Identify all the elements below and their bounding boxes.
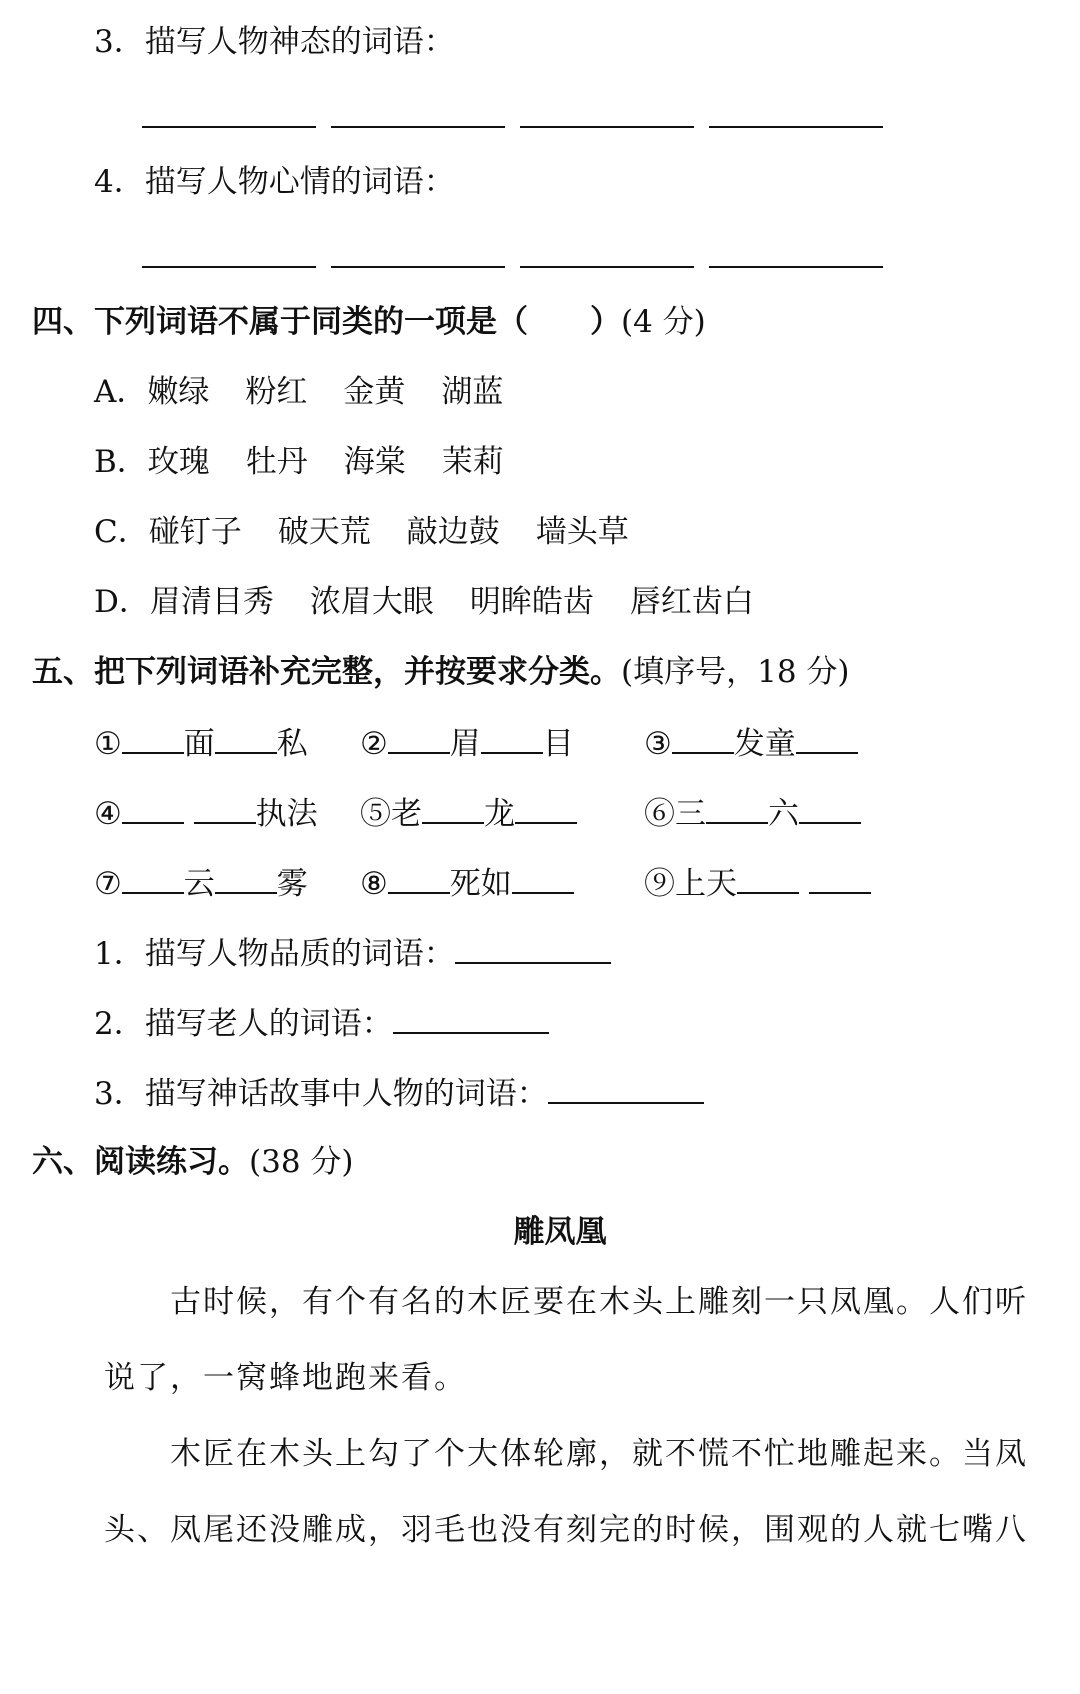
answer-blank[interactable] xyxy=(331,126,505,128)
fill-blank[interactable] xyxy=(672,722,734,754)
option-a[interactable] xyxy=(94,372,503,412)
section-5-title: 五、把下列词语补充完整，并按要求分类。 xyxy=(32,654,621,690)
answer-blank[interactable] xyxy=(520,126,694,128)
answer-blank[interactable] xyxy=(393,1002,549,1034)
fill-blank[interactable] xyxy=(122,792,184,824)
answer-blank[interactable] xyxy=(709,266,883,268)
option-b[interactable] xyxy=(94,442,504,482)
option-word: 嫩绿 xyxy=(147,374,210,410)
option-word: 牡丹 xyxy=(245,444,308,480)
option-word: 金黄 xyxy=(343,374,406,410)
fill-blank[interactable] xyxy=(122,722,184,754)
option-word: 明眸皓齿 xyxy=(469,584,594,620)
option-word: 海棠 xyxy=(343,444,406,480)
idiom-item-4: ④ 执法 xyxy=(94,792,318,834)
option-word: 湖蓝 xyxy=(441,374,504,410)
option-word: 碰钉子 xyxy=(148,514,242,550)
fill-blank[interactable] xyxy=(388,862,450,894)
idiom-item-1: ① 面 私 xyxy=(94,722,308,764)
fill-blank[interactable] xyxy=(422,792,484,824)
fill-blank[interactable] xyxy=(388,722,450,754)
idiom-item-7: ⑦ 云 雾 xyxy=(94,862,308,904)
fill-blank[interactable] xyxy=(215,862,277,894)
classify-question-3: 3．描写神话故事中人物的词语： xyxy=(94,1072,704,1114)
idiom-item-5: ⑤老 龙 xyxy=(360,792,577,834)
option-word: 墙头草 xyxy=(535,514,629,550)
option-word: 茉莉 xyxy=(441,444,504,480)
fill-blank[interactable] xyxy=(512,862,574,894)
answer-blank[interactable] xyxy=(709,126,883,128)
fill-blank[interactable] xyxy=(799,792,861,824)
section-6-heading xyxy=(32,1142,354,1182)
option-word: 破天荒 xyxy=(277,514,371,550)
option-word: 眉清目秀 xyxy=(149,584,274,620)
fill-blank[interactable] xyxy=(809,862,871,894)
answer-blank[interactable] xyxy=(331,266,505,268)
fill-blank[interactable] xyxy=(706,792,768,824)
classify-question-1: 1．描写人物品质的词语： xyxy=(94,932,611,974)
fill-blank[interactable] xyxy=(737,862,799,894)
section-4-title: 四、下列词语不属于同类的一项是（ ） xyxy=(32,304,621,340)
section-6-title: 六、阅读练习。 xyxy=(32,1144,249,1180)
fill-blank[interactable] xyxy=(481,722,543,754)
answer-blank[interactable] xyxy=(548,1072,704,1104)
section-5-heading xyxy=(32,652,850,692)
option-word: 唇红齿白 xyxy=(629,584,754,620)
option-label: A． xyxy=(94,374,148,410)
section-6-points: (38 分) xyxy=(249,1144,354,1180)
question-4-prompt: 4．描写人物心情的词语： xyxy=(94,164,455,200)
answer-blank[interactable] xyxy=(455,932,611,964)
option-d[interactable] xyxy=(94,582,754,622)
idiom-item-8: ⑧ 死如 xyxy=(360,862,574,904)
option-word: 玫瑰 xyxy=(147,444,210,480)
section-4-heading xyxy=(32,302,706,342)
option-word: 粉红 xyxy=(245,374,308,410)
fill-blank[interactable] xyxy=(515,792,577,824)
option-c[interactable] xyxy=(94,512,629,552)
question-3-prompt: 3．描写人物神态的词语： xyxy=(94,24,455,60)
idiom-item-2: ② 眉 目 xyxy=(360,722,574,764)
answer-blank[interactable] xyxy=(142,126,316,128)
fill-blank[interactable] xyxy=(796,722,858,754)
answer-blank[interactable] xyxy=(142,266,316,268)
idiom-item-9: ⑨上天 xyxy=(644,862,871,904)
answer-blank[interactable] xyxy=(520,266,694,268)
passage-paragraph-2: 木匠在木头上勾了个大体轮廓，就不慌不忙地雕起来。当凤头、凤尾还没雕成，羽毛也没有刻完的时候，围观的人就七嘴八 xyxy=(104,1436,1028,1548)
idiom-item-6: ⑥三 六 xyxy=(644,792,861,834)
option-label: B． xyxy=(94,444,148,480)
section-5-points: (填序号，18 分) xyxy=(621,654,850,690)
passage-title: 雕凤凰 xyxy=(513,1214,607,1250)
fill-blank[interactable] xyxy=(215,722,277,754)
section-4-points: (4 分) xyxy=(621,304,706,340)
option-word: 浓眉大眼 xyxy=(309,584,434,620)
idiom-item-3: ③ 发童 xyxy=(644,722,858,764)
option-word: 敲边鼓 xyxy=(406,514,500,550)
option-label: C． xyxy=(94,514,149,550)
option-label: D． xyxy=(94,584,150,620)
fill-blank[interactable] xyxy=(194,792,256,824)
passage-paragraph-1: 古时候，有个有名的木匠要在木头上雕刻一只凤凰。人们听说了，一窝蜂地跑来看。 xyxy=(104,1284,1028,1396)
fill-blank[interactable] xyxy=(122,862,184,894)
classify-question-2: 2．描写老人的词语： xyxy=(94,1002,549,1044)
